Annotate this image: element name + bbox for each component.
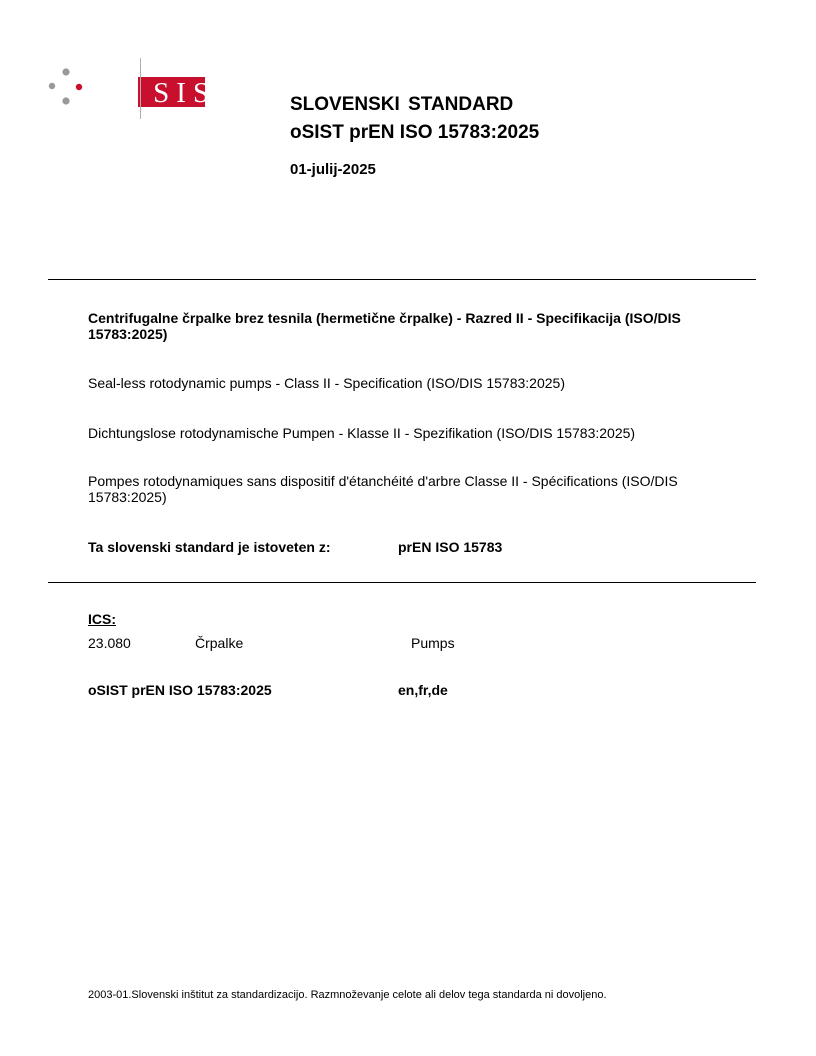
sist-logo (48, 58, 241, 120)
identical-label: Ta slovenski standard je istoveten z: (88, 539, 331, 555)
document-languages: en,fr,de (398, 682, 448, 698)
publication-date: 01-julij-2025 (290, 161, 376, 178)
middle-divider (48, 582, 756, 583)
ics-label: ICS: (88, 611, 116, 627)
logo-wordmark: SIST (153, 77, 241, 109)
ics-code: 23.080 (88, 635, 131, 651)
standard-heading: SLOVENSKI STANDARD (290, 94, 514, 115)
title-slovenian: Centrifugalne črpalke brez tesnila (hermetične črpalke) - Razred II - Specifikacija (ISO/DIS 15783:2025) (88, 310, 681, 342)
ics-name-slovenian: Črpalke (195, 635, 244, 651)
title-german: Dichtungslose rotodynamische Pumpen - Klasse II - Spezifikation (ISO/DIS 15783:2025) (88, 425, 636, 441)
standard-code-heading: oSIST prEN ISO 15783:2025 (290, 122, 540, 143)
title-english: Seal-less rotodynamic pumps - Class II - Specification (ISO/DIS 15783:2025) (88, 375, 565, 391)
copyright-footer: 2003-01.Slovenski inštitut za standardizacijo. Razmnoževanje celote ali delov tega standarda ni dovoljeno. (88, 989, 607, 1001)
top-divider (48, 279, 756, 280)
ics-name-english: Pumps (411, 635, 455, 651)
title-french: Pompes rotodynamiques sans dispositif d'étanchéité d'arbre Classe II - Spécifications (ISO/DIS 15783:2025) (88, 473, 678, 505)
document-code: oSIST prEN ISO 15783:2025 (88, 682, 272, 698)
identical-value: prEN ISO 15783 (398, 539, 503, 555)
